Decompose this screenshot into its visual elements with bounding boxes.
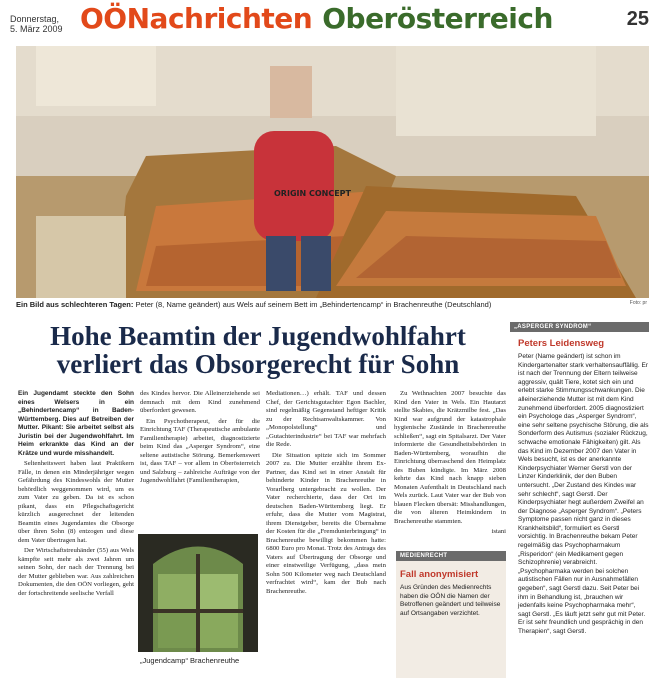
caption-lead: Ein Bild aus schlechteren Tagen:	[16, 300, 134, 309]
sidebar-box	[510, 322, 649, 678]
masthead	[0, 0, 649, 44]
logo-region: Oberösterreich	[322, 2, 553, 35]
camp-photo-caption: „Jugendcamp“ Brachenreuthe	[140, 656, 240, 665]
media-box-header: MEDIENRECHT	[396, 551, 506, 561]
article-column-1	[18, 390, 134, 678]
photo-credit: Foto: pr	[629, 300, 647, 306]
main-photo	[16, 46, 649, 298]
sidebar-title: Peters Leidensweg	[518, 338, 605, 349]
shirt-print: ORIGIN CONCEPT	[274, 189, 351, 198]
photo-caption	[16, 300, 491, 309]
main-photo-image	[16, 46, 649, 298]
headline-line2: verliert das Obsorgerecht für Sohn	[56, 349, 460, 379]
article-paragraph: Seltenheitswert haben laut Praktikern Fälle, in denen ein Minderjähriger wegen Gefährdung des Kindeswohls der Mutter behördlich weggenommen wird, um es zum Vater zu geben. Da ist es schon pikant, dass ein Pflegschaftsgericht kürzlich ausgerechnet der leitenden Beamtin eines Jugendamtes die Obsorge über ihren Sohn (8) entzogen und diese dem Vater übertragen hat.	[18, 460, 134, 544]
issue-date	[10, 14, 63, 34]
date-weekday: Donnerstag,	[10, 14, 60, 24]
article-paragraph: Mediationen…) erhält. TAF und dessen Chef, der Gerichtsgutachter Egon Bachler, sind regelmäßig Gegenstand heftiger Kritik zu der Rechtsanwaltskammer. Von „Monopolstellung“ und „Gutachterindustrie“ bei TAF war mehrfach die Rede.	[266, 390, 386, 448]
media-law-box	[396, 551, 506, 678]
page-number: 25	[626, 8, 649, 30]
headline	[18, 322, 498, 378]
sidebar-body: Peter (Name geändert) ist schon im Kindergartenalter stark verhaltensauffällig. Er ist nach der Trennung der Eltern teilweise aggressiv, quält Tiere, kotet sich ein und erlebt starke Stimmungsschwankungen. Die alleinerziehende Mutter ist mit dem Kind zunehmend überfordert. 2005 diagnostiziert ein Psychologe das „Asperger Syndrom“, eine sehr seltene psychische Störung, die als Sonderform des Autismus (sozialer Rückzug, schwache emotionale Fähigkeiten) gilt. Als das Kind im Dezember 2007 den Vater in Wels besucht, ist es der anerkannte Kinderpsychiater Werner Gerstl von der Linzer Kinderklinik, der den Buben untersucht. „Der Zustand des Kindes war sehr schlecht“, sagt Gerstl. Der Kinderpsychiater hegt außerdem Zweifel an der Diagnose „Asperger Syndrom“. „Peters Symptome passen nicht ganz in dieses Krankheitsbild“, formuliert es Gerstl vorsichtig. In Brachenreuthe bekam Peter regelmäßig das Psychopharmakum „Risperidon“ (ein Medikament gegen Schizophrenie) verabreicht. „Psychopharmaka werden bei solchen autistischen Fällen nur in Ausnahmefällen gegeben“, sagt Gerstl dazu. Seit Peter bei ihm in Behandlung ist, „brauchen wir jedenfalls keine Psychopharmaka mehr“, sagt Gerstl. „Es läuft jetzt sehr gut mit Peter. Er ist sehr freundlich und gesprächig in den Therapien“, sagt Gerstl.	[518, 353, 649, 635]
article-paragraph: Der Wirtschaftstreuhänder (55) aus Wels kämpfte seit mehr als zwei Jahren um seinen Sohn, der nach der Trennung bei der Mutter geblieben war. Aus zahlreichen Dokumenten, die den OÖN vorliegen, geht der fortschreitende seelische Verfall	[18, 547, 134, 597]
author-sign: istani	[491, 528, 506, 535]
article-column-2	[140, 390, 260, 530]
media-box-body: Aus Gründen des Medienrechts haben die OÖN die Namen der Betroffenen geändert und teilweise auf Ortsangaben verzichtet.	[400, 584, 501, 617]
article-paragraph: Ein Psychotherapeut, der für die Einrichtung TAF (Therapeutische ambulante Familientherapie) arbeitet, diagnostizierte beim Kind das „Asperger Syndrom“, eine seltene autistische Störung. Bemerkenswert ist, dass TAF – vor allem in Oberösterreich und Salzburg – zahlreiche Aufträge von der Jugendwohlfahrt (Familientherapien,	[140, 417, 260, 484]
camp-photo-image	[138, 534, 258, 652]
logo-oo: OÖ	[80, 2, 127, 35]
article-paragraph: Die Situation spitzte sich im Sommer 2007 zu. Die Mutter erzählte ihrem Ex-Partner, das Kind sei in einer Anstalt für behinderte Kinder in Brachenreuthe in Vorarlberg untergebracht zu wollen. Der Vater recherchierte, dass der Ort im deutschen Baden-Württemberg liegt. Er erfuhr, dass die Mutter vom Magistrat, ihrem Dienstgeber, bereits die Übernahme der Kosten für die „Fremdunterbringung“ in Brachenreuthe bewilligt bekommen hatte: 6800 Euro pro Monat. Trotz des Antrags des Vaters auf Übertragung der Obsorge und einer einstweilige Verfügung, „dass mein Sohn 500 Kilometer weg nach Deutschland verfrachtet wird“, kam der Bub nach Brachenreuthe.	[266, 451, 386, 595]
date-day: 5. März 2009	[10, 24, 63, 34]
article-paragraph: des Kindes hervor. Die Alleinerziehende sei demnach mit dem Kind zunehmend überfordert gewesen.	[140, 390, 260, 414]
sidebar-header: „ASPERGER SYNDROM“	[510, 322, 649, 332]
camp-photo	[138, 534, 258, 652]
newspaper-logo	[80, 2, 553, 35]
article-column-3	[266, 390, 386, 678]
media-box-title: Fall anonymisiert	[400, 569, 479, 580]
article-column-4	[394, 390, 506, 548]
logo-nachrichten: Nachrichten	[126, 2, 313, 35]
headline-line1: Hohe Beamtin der Jugendwohlfahrt	[50, 321, 466, 351]
article-lead: Ein Jugendamt steckte den Sohn eines Welsers in ein „Behindertencamp“ in Baden-Württemberg. Dies auf Betreiben der Mutter. Pikant: Sie arbeitet selbst als Juristin bei der Jugendwohlfahrt. Im Heim erkrankte das Kind an der Krätze und wurde misshandelt.	[18, 390, 134, 457]
article-paragraph: Zu Weihnachten 2007 besuchte das Kind den Vater in Wels. Ein Hautarzt stellte Skabies, die Krätzmilbe fest. „Das Kind war aufgrund der katastrophale hygienische Zustände in Brachenreuthe schließen“, sagt ein Spitalsarzt. Der Vater informierte die Gesundheitsbehörden in Baden-Württemberg, woraufhin die Einrichtung überraschend den Heimplatz des Buben kündigte. Im März 2008 kehrte das Kind nach knapp sieben Monaten Aufenthalt in Deutschland nach Wels zurück. Laut Vater war der Bub von blauen Flecken übersät: Misshandlungen, die von älteren Heimkindern in Brachenreuthe stammten.	[394, 390, 506, 525]
caption-text: Peter (8, Name geändert) aus Wels auf seinem Bett im „Behindertencamp“ in Brachenreuthe (Deutschland)	[133, 300, 492, 309]
